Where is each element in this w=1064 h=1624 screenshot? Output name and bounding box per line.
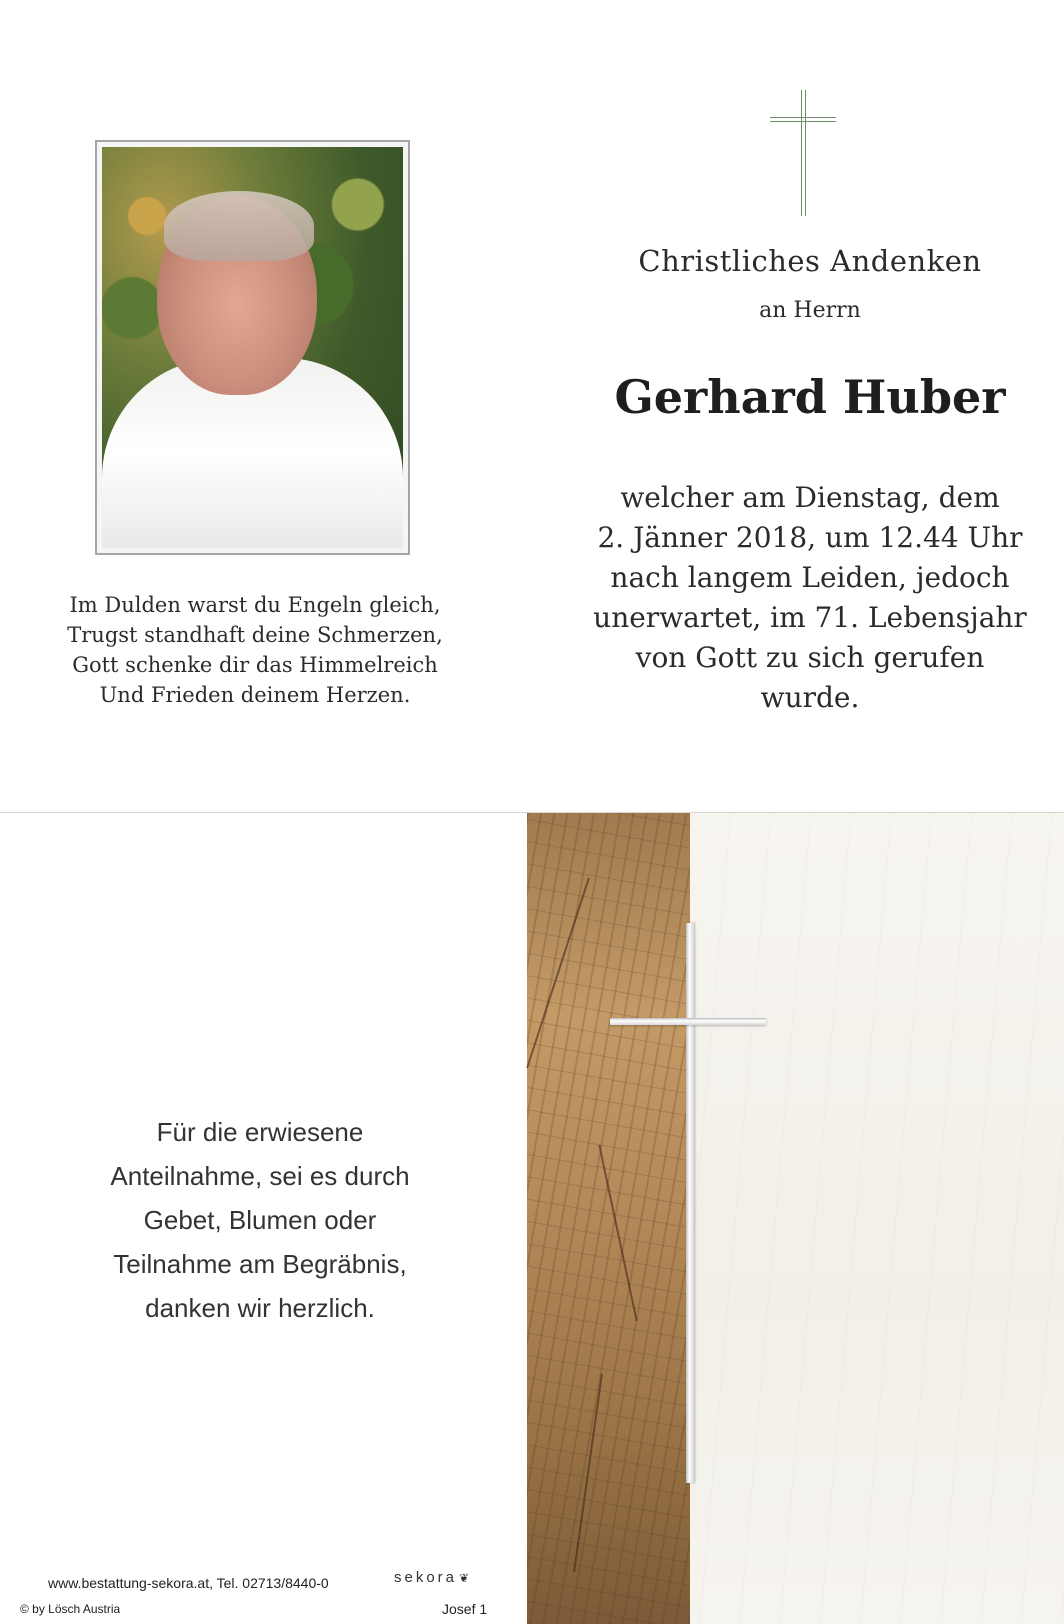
poem-line: Gott schenke dir das Himmelreich — [72, 653, 438, 677]
thanks-line: Für die erwiesene — [156, 1117, 364, 1147]
copyright: © by Lösch Austria — [20, 1602, 121, 1616]
sekora-logo — [394, 1569, 472, 1586]
deceased-name: Gerhard Huber — [614, 370, 1006, 424]
wood-texture-panel — [527, 813, 690, 1624]
hair — [164, 191, 314, 261]
memorial-poem — [60, 590, 450, 710]
portrait-photo — [102, 147, 403, 548]
notice-line: unerwartet, im 71. Lebensjahr — [593, 601, 1027, 634]
poem-line: Und Frieden deinem Herzen. — [99, 683, 411, 707]
thanks-line: Teilnahme am Begräbnis, — [113, 1249, 407, 1279]
heading: Christliches Andenken — [638, 244, 982, 278]
thanks-message — [40, 1110, 480, 1330]
death-notice-text — [580, 478, 1040, 718]
notice-line: von Gott zu sich gerufen — [635, 641, 985, 674]
poem-line: Trugst standhaft deine Schmerzen, — [67, 623, 443, 647]
embossed-cross-bar — [610, 1018, 766, 1025]
notice-line: welcher am Dienstag, dem — [620, 481, 1000, 514]
notice-line: 2. Jänner 2018, um 12.44 Uhr — [597, 521, 1023, 554]
paper-texture-panel — [690, 813, 1064, 1624]
notice-line: nach langem Leiden, jedoch — [610, 561, 1010, 594]
thanks-line: Anteilnahme, sei es durch — [110, 1161, 410, 1191]
notice-line: wurde. — [760, 681, 860, 714]
card-model: Josef 1 — [442, 1601, 488, 1617]
thanks-line: Gebet, Blumen oder — [143, 1205, 377, 1235]
portrait-frame — [95, 140, 410, 555]
poem-line: Im Dulden warst du Engeln gleich, — [69, 593, 441, 617]
salutation: an Herrn — [759, 298, 861, 323]
contact-info: www.bestattung-sekora.at, Tel. 02713/8440-0 — [48, 1575, 329, 1591]
leaf-icon: ❦ — [459, 1571, 473, 1585]
cross-icon — [770, 90, 836, 216]
thanks-line: danken wir herzlich. — [145, 1293, 375, 1323]
logo-text: sekora — [394, 1569, 458, 1586]
embossed-cross-icon — [686, 923, 694, 1483]
